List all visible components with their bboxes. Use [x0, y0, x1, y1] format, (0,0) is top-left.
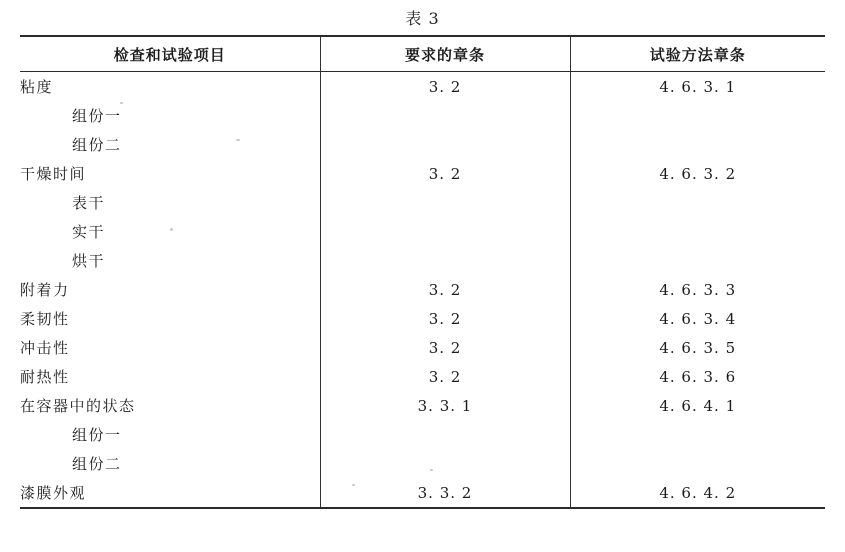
table-row — [20, 72, 825, 101]
cell-requirement — [320, 130, 570, 159]
cell-method — [570, 188, 825, 217]
cell-item: 漆膜外观 — [20, 484, 87, 502]
cell-method — [570, 217, 825, 246]
cell-requirement — [320, 101, 570, 130]
table-row — [20, 362, 825, 391]
cell-method — [570, 449, 825, 478]
inspection-test-table-body — [20, 72, 825, 507]
cell-method: 4. 6. 4. 1 — [570, 391, 825, 420]
cell-requirement — [320, 246, 570, 275]
cell-method: 4. 6. 3. 4 — [570, 304, 825, 333]
cell-method: 4. 6. 3. 2 — [570, 159, 825, 188]
table-row — [20, 130, 825, 159]
column-header-item: 检查和试验项目 — [113, 45, 226, 64]
cell-requirement: 3. 2 — [320, 72, 570, 101]
table-row — [20, 217, 825, 246]
cell-item: 在容器中的状态 — [20, 397, 136, 415]
cell-requirement — [320, 420, 570, 449]
column-header-requirement: 要求的章条 — [320, 37, 570, 71]
cell-method: 4. 6. 3. 3 — [570, 275, 825, 304]
cell-requirement: 3. 2 — [320, 275, 570, 304]
cell-method — [570, 246, 825, 275]
table-row — [20, 159, 825, 188]
cell-requirement: 3. 2 — [320, 362, 570, 391]
cell-method: 4. 6. 3. 5 — [570, 333, 825, 362]
cell-item: 表干 — [72, 194, 106, 212]
cell-requirement: 3. 2 — [320, 333, 570, 362]
cell-requirement: 3. 2 — [320, 159, 570, 188]
cell-requirement — [320, 188, 570, 217]
cell-item: 组份一 — [72, 107, 122, 125]
cell-item: 耐热性 — [20, 368, 70, 386]
cell-item: 粘度 — [20, 78, 54, 96]
cell-item: 冲击性 — [20, 339, 70, 357]
cell-item: 组份一 — [72, 426, 122, 444]
cell-item: 柔韧性 — [20, 310, 70, 328]
cell-item: 附着力 — [20, 281, 70, 299]
table-bottom-rule — [20, 507, 825, 509]
cell-method: 4. 6. 3. 6 — [570, 362, 825, 391]
cell-requirement: 3. 3. 2 — [320, 478, 570, 507]
table-row — [20, 333, 825, 362]
cell-requirement — [320, 217, 570, 246]
cell-method — [570, 101, 825, 130]
cell-item: 烘干 — [72, 252, 106, 270]
column-header-method: 试验方法章条 — [570, 37, 825, 71]
cell-requirement — [320, 449, 570, 478]
cell-method — [570, 420, 825, 449]
document-page — [0, 6, 845, 552]
table-row — [20, 420, 825, 449]
cell-item: 组份二 — [72, 455, 122, 473]
cell-method: 4. 6. 4. 2 — [570, 478, 825, 507]
cell-requirement: 3. 2 — [320, 304, 570, 333]
cell-item: 干燥时间 — [20, 165, 87, 183]
table-row — [20, 188, 825, 217]
table-caption: 表 3 — [405, 9, 440, 28]
table-row — [20, 391, 825, 420]
table-row — [20, 101, 825, 130]
table-row — [20, 304, 825, 333]
table-row — [20, 246, 825, 275]
cell-requirement: 3. 3. 1 — [320, 391, 570, 420]
table-row — [20, 275, 825, 304]
table-header-row — [20, 37, 825, 71]
cell-method — [570, 130, 825, 159]
cell-item: 组份二 — [72, 136, 122, 154]
cell-item: 实干 — [72, 223, 106, 241]
cell-method: 4. 6. 3. 1 — [570, 72, 825, 101]
table-row — [20, 478, 825, 507]
table-row — [20, 449, 825, 478]
inspection-test-table — [20, 37, 825, 71]
